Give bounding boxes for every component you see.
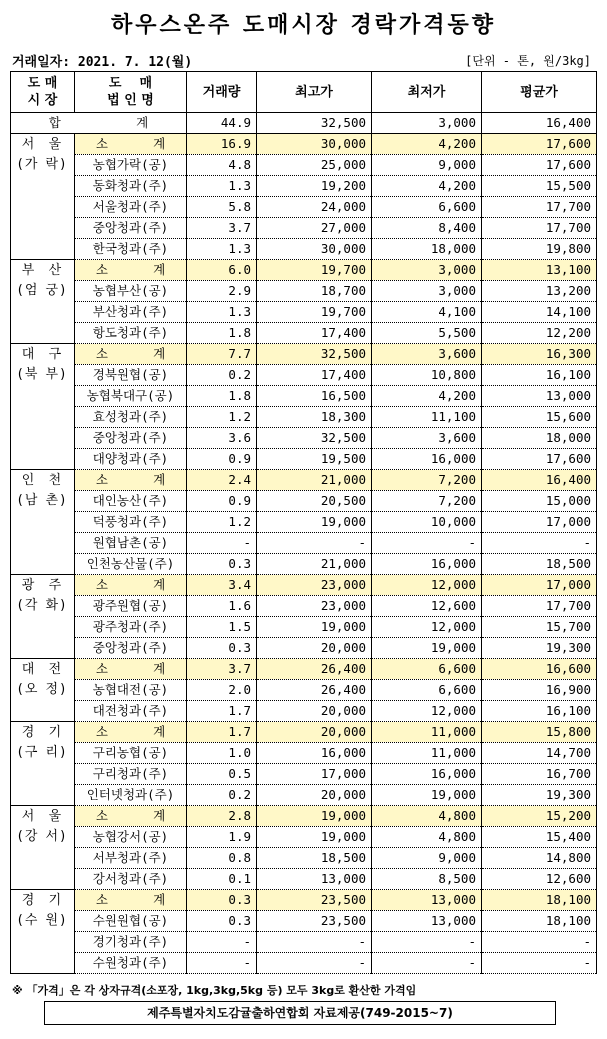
cell-max: 17,400 [257,323,372,344]
corp-name: 농협북대구(공) [75,386,187,407]
cell-max: 18,700 [257,281,372,302]
market-name-region: 대 구 [21,347,64,362]
subtotal-max: 19,700 [257,260,372,281]
table-row [11,323,597,344]
cell-min: 16,000 [372,764,482,785]
subtotal-volume: 16.9 [187,134,257,155]
cell-volume: 1.3 [187,302,257,323]
market-name-region: 서 울 [21,809,64,824]
cell-avg: 16,900 [482,680,597,701]
market-name-cell [11,260,75,344]
cell-max: 26,400 [257,680,372,701]
subtotal-volume: 7.7 [187,344,257,365]
subtotal-volume: 3.7 [187,659,257,680]
corp-name: 구리농협(공) [75,743,187,764]
corp-name: 농협강서(공) [75,827,187,848]
table-row [11,533,597,554]
cell-min: 4,200 [372,176,482,197]
subtotal-row [11,344,597,365]
table-row [11,407,597,428]
market-name-cell [11,344,75,470]
cell-max: 17,400 [257,365,372,386]
cell-min: 6,600 [372,680,482,701]
subtotal-volume: 6.0 [187,260,257,281]
table-row [11,680,597,701]
unit-note: [단위 - 톤, 원/3kg] [465,54,591,68]
market-name-cell [11,890,75,974]
corp-name: 중앙청과(주) [75,218,187,239]
cell-max: 17,000 [257,764,372,785]
cell-volume: - [187,533,257,554]
market-name-cell [11,470,75,575]
cell-volume: 1.0 [187,743,257,764]
cell-min: - [372,533,482,554]
market-name-cell [11,806,75,890]
cell-min: 10,800 [372,365,482,386]
corp-name: 덕풍청과(주) [75,512,187,533]
subtotal-label: 소 계 [75,134,187,155]
table-row [11,176,597,197]
corp-name: 부산청과(주) [75,302,187,323]
cell-max: 27,000 [257,218,372,239]
corp-name: 동화청과(주) [75,176,187,197]
table-row [11,953,597,974]
cell-max: 25,000 [257,155,372,176]
cell-max: 21,000 [257,554,372,575]
table-row [11,869,597,890]
total-min: 3,000 [372,113,482,134]
corp-name: 항도청과(주) [75,323,187,344]
subtotal-row [11,659,597,680]
cell-min: 11,100 [372,407,482,428]
cell-volume: 2.0 [187,680,257,701]
corp-name: 인천농산물(주) [75,554,187,575]
cell-min: 10,000 [372,512,482,533]
subtotal-min: 13,000 [372,890,482,911]
cell-volume: 2.9 [187,281,257,302]
subtotal-min: 6,600 [372,659,482,680]
table-row [11,596,597,617]
subtotal-volume: 3.4 [187,575,257,596]
header-avg: 평균가 [482,72,597,113]
corp-name: 원협남촌(공) [75,533,187,554]
cell-volume: 1.2 [187,512,257,533]
subtotal-avg: 16,300 [482,344,597,365]
table-row [11,911,597,932]
subtotal-max: 20,000 [257,722,372,743]
table-row [11,386,597,407]
cell-max: 19,500 [257,449,372,470]
total-label [11,113,187,134]
table-body [11,113,597,974]
table-row [11,617,597,638]
cell-volume: 5.8 [187,197,257,218]
header-market-line2: 시 장 [27,93,58,108]
subtotal-min: 3,000 [372,260,482,281]
cell-min: 12,000 [372,701,482,722]
subtotal-row [11,260,597,281]
table-row [11,512,597,533]
cell-min: 4,800 [372,827,482,848]
corp-name: 광주청과(주) [75,617,187,638]
cell-volume: 1.3 [187,239,257,260]
footnote: ※ 「가격」은 각 상자규격(소포장, 1kg,3kg,5kg 등) 모두 3kg로 환산한 가격임 [12,984,417,997]
market-name-region: 대 전 [21,662,64,677]
cell-volume: - [187,953,257,974]
corp-name: 강서청과(주) [75,869,187,890]
cell-max: - [257,932,372,953]
price-table [10,71,597,974]
subtotal-avg: 15,200 [482,806,597,827]
table-row [11,155,597,176]
market-name-district: (강 서) [17,829,68,844]
corp-name: 인터넷청과(주) [75,785,187,806]
subtotal-label: 소 계 [75,260,187,281]
cell-max: 30,000 [257,239,372,260]
cell-volume: 1.7 [187,701,257,722]
total-avg: 16,400 [482,113,597,134]
subtotal-min: 12,000 [372,575,482,596]
cell-volume: - [187,932,257,953]
subtotal-row [11,890,597,911]
cell-max: 19,000 [257,512,372,533]
cell-volume: 1.5 [187,617,257,638]
cell-avg: 12,600 [482,869,597,890]
subtotal-max: 21,000 [257,470,372,491]
cell-min: 8,400 [372,218,482,239]
cell-avg: 13,200 [482,281,597,302]
market-name-region: 경 기 [21,893,64,908]
cell-volume: 1.6 [187,596,257,617]
cell-volume: 0.3 [187,554,257,575]
cell-avg: 18,000 [482,428,597,449]
subtotal-label: 소 계 [75,806,187,827]
cell-min: 4,100 [372,302,482,323]
cell-max: 19,000 [257,827,372,848]
cell-avg: - [482,932,597,953]
cell-max: 18,500 [257,848,372,869]
subtotal-avg: 15,800 [482,722,597,743]
subtotal-avg: 16,400 [482,470,597,491]
cell-min: 16,000 [372,449,482,470]
market-name-district: (엄 궁) [17,283,68,298]
cell-avg: 14,800 [482,848,597,869]
cell-min: 11,000 [372,743,482,764]
table-row [11,848,597,869]
subtotal-avg: 17,600 [482,134,597,155]
cell-min: 16,000 [372,554,482,575]
cell-min: 6,600 [372,197,482,218]
cell-volume: 0.9 [187,449,257,470]
total-label-text: 합 계 [48,115,149,130]
cell-avg: 17,700 [482,197,597,218]
cell-volume: 0.3 [187,638,257,659]
market-name-region: 경 기 [21,725,64,740]
corp-name: 농협대전(공) [75,680,187,701]
subtotal-avg: 13,100 [482,260,597,281]
corp-name: 대인농산(주) [75,491,187,512]
subtotal-row [11,134,597,155]
market-name-cell [11,575,75,659]
cell-max: 18,300 [257,407,372,428]
header-row [11,72,597,113]
cell-min: 3,000 [372,281,482,302]
cell-min: 19,000 [372,785,482,806]
subtotal-max: 23,000 [257,575,372,596]
total-max: 32,500 [257,113,372,134]
subtotal-max: 30,000 [257,134,372,155]
corp-name: 수원원협(공) [75,911,187,932]
cell-avg: - [482,953,597,974]
cell-avg: 12,200 [482,323,597,344]
total-row [11,113,597,134]
cell-volume: 0.5 [187,764,257,785]
cell-avg: 19,300 [482,638,597,659]
cell-min: - [372,953,482,974]
table-row [11,218,597,239]
corp-name: 서울청과(주) [75,197,187,218]
cell-min: 7,200 [372,491,482,512]
corp-name: 한국청과(주) [75,239,187,260]
market-name-region: 광 주 [21,578,64,593]
market-name-region: 인 천 [21,473,64,488]
table-row [11,428,597,449]
cell-max: 20,000 [257,638,372,659]
market-name-cell [11,722,75,806]
cell-avg: 13,000 [482,386,597,407]
cell-max: 20,000 [257,701,372,722]
subtotal-row [11,575,597,596]
table-row [11,554,597,575]
table-row [11,764,597,785]
market-name-district: (수 원) [17,913,68,928]
cell-volume: 0.2 [187,785,257,806]
cell-avg: 15,000 [482,491,597,512]
market-name-cell [11,659,75,722]
cell-volume: 1.9 [187,827,257,848]
subtotal-min: 7,200 [372,470,482,491]
market-name-district: (구 리) [17,745,68,760]
table-row [11,302,597,323]
market-name-cell [11,134,75,260]
cell-avg: 19,800 [482,239,597,260]
subtotal-max: 32,500 [257,344,372,365]
trade-date: 거래일자: 2021. 7. 12(월) [12,55,193,70]
subtotal-avg: 17,000 [482,575,597,596]
market-name-region: 서 울 [21,137,64,152]
cell-max: - [257,953,372,974]
header-min: 최저가 [372,72,482,113]
cell-avg: 19,300 [482,785,597,806]
cell-max: 13,000 [257,869,372,890]
table-row [11,281,597,302]
page-title: 하우스온주 도매시장 경락가격동향 [110,13,497,38]
cell-avg: 17,700 [482,596,597,617]
source-box: 제주특별자치도감귤출하연합회 자료제공(749-2015~7) [44,1001,556,1025]
table-row [11,197,597,218]
market-name-district: (북 부) [17,367,68,382]
corp-name: 대양청과(주) [75,449,187,470]
corp-name: 경북원협(공) [75,365,187,386]
table-row [11,491,597,512]
table-row [11,638,597,659]
subtotal-max: 23,500 [257,890,372,911]
cell-avg: 18,100 [482,911,597,932]
cell-max: 16,500 [257,386,372,407]
cell-min: 3,600 [372,428,482,449]
cell-max: 23,500 [257,911,372,932]
cell-volume: 0.9 [187,491,257,512]
cell-volume: 0.8 [187,848,257,869]
subtotal-volume: 1.7 [187,722,257,743]
market-name-district: (각 화) [17,598,68,613]
table-row [11,785,597,806]
cell-volume: 0.2 [187,365,257,386]
corp-name: 경기청과(주) [75,932,187,953]
cell-min: 18,000 [372,239,482,260]
corp-name: 대전청과(주) [75,701,187,722]
table-row [11,365,597,386]
header-corp-line2: 법 인 명 [107,93,154,108]
cell-min: 12,000 [372,617,482,638]
cell-min: 8,500 [372,869,482,890]
cell-volume: 1.2 [187,407,257,428]
cell-avg: - [482,533,597,554]
subtotal-avg: 16,600 [482,659,597,680]
table-row [11,827,597,848]
header-market-line1: 도 매 [27,76,58,91]
subtotal-avg: 18,100 [482,890,597,911]
cell-max: 23,000 [257,596,372,617]
subtotal-label: 소 계 [75,575,187,596]
subtotal-label: 소 계 [75,890,187,911]
subtotal-label: 소 계 [75,659,187,680]
cell-avg: 16,100 [482,701,597,722]
cell-max: 32,500 [257,428,372,449]
subtotal-volume: 2.4 [187,470,257,491]
table-row [11,743,597,764]
subtotal-min: 3,600 [372,344,482,365]
subtotal-volume: 2.8 [187,806,257,827]
corp-name: 구리청과(주) [75,764,187,785]
cell-avg: 14,100 [482,302,597,323]
cell-avg: 16,100 [482,365,597,386]
cell-min: 13,000 [372,911,482,932]
cell-avg: 15,400 [482,827,597,848]
cell-min: 19,000 [372,638,482,659]
cell-avg: 17,000 [482,512,597,533]
table-row [11,932,597,953]
subtotal-label: 소 계 [75,470,187,491]
cell-min: - [372,932,482,953]
table-row [11,449,597,470]
cell-volume: 0.1 [187,869,257,890]
corp-name: 수원청과(주) [75,953,187,974]
header-max: 최고가 [257,72,372,113]
cell-avg: 17,600 [482,155,597,176]
subtotal-label: 소 계 [75,344,187,365]
cell-max: 19,200 [257,176,372,197]
cell-max: 16,000 [257,743,372,764]
cell-min: 4,200 [372,386,482,407]
header-corp [75,72,187,113]
table-row [11,239,597,260]
cell-avg: 17,600 [482,449,597,470]
cell-avg: 18,500 [482,554,597,575]
cell-min: 9,000 [372,848,482,869]
cell-max: 24,000 [257,197,372,218]
corp-name: 효성청과(주) [75,407,187,428]
header-corp-line1: 도 매 [108,76,153,91]
corp-name: 서부청과(주) [75,848,187,869]
cell-min: 12,600 [372,596,482,617]
market-name-district: (가 락) [17,157,68,172]
cell-avg: 15,500 [482,176,597,197]
cell-avg: 14,700 [482,743,597,764]
cell-volume: 3.7 [187,218,257,239]
cell-avg: 15,600 [482,407,597,428]
cell-avg: 17,700 [482,218,597,239]
corp-name: 중앙청과(주) [75,638,187,659]
cell-max: 19,700 [257,302,372,323]
cell-volume: 3.6 [187,428,257,449]
market-name-district: (오 정) [17,682,68,697]
subtotal-label: 소 계 [75,722,187,743]
cell-volume: 0.3 [187,911,257,932]
subtotal-volume: 0.3 [187,890,257,911]
cell-min: 9,000 [372,155,482,176]
market-name-district: (남 촌) [17,493,68,508]
subtotal-row [11,470,597,491]
table-row [11,701,597,722]
cell-avg: 16,700 [482,764,597,785]
cell-volume: 1.8 [187,323,257,344]
cell-volume: 1.8 [187,386,257,407]
subtotal-row [11,722,597,743]
cell-volume: 1.3 [187,176,257,197]
header-market [11,72,75,113]
subtotal-min: 11,000 [372,722,482,743]
corp-name: 농협부산(공) [75,281,187,302]
total-volume: 44.9 [187,113,257,134]
market-name-region: 부 산 [21,263,64,278]
cell-volume: 4.8 [187,155,257,176]
corp-name: 중앙청과(주) [75,428,187,449]
subtotal-row [11,806,597,827]
subtotal-min: 4,200 [372,134,482,155]
corp-name: 광주원협(공) [75,596,187,617]
cell-avg: 15,700 [482,617,597,638]
subtotal-max: 26,400 [257,659,372,680]
cell-max: 19,000 [257,617,372,638]
cell-min: 5,500 [372,323,482,344]
cell-max: 20,000 [257,785,372,806]
subtotal-min: 4,800 [372,806,482,827]
subtotal-max: 19,000 [257,806,372,827]
header-volume: 거래량 [187,72,257,113]
corp-name: 농협가락(공) [75,155,187,176]
cell-max: - [257,533,372,554]
cell-max: 20,500 [257,491,372,512]
